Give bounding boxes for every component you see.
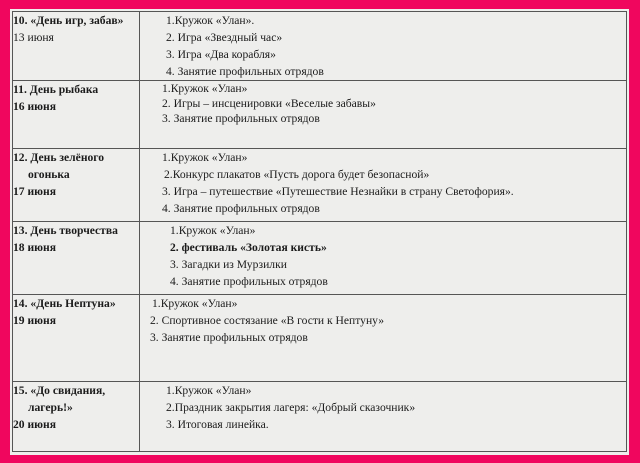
day-cell (13, 12, 140, 81)
activities-cell (140, 81, 627, 149)
day-date: 18 июня (13, 241, 56, 254)
day-date: 16 июня (13, 100, 56, 113)
table-row (13, 12, 627, 81)
day-cell (13, 382, 140, 452)
table-row (13, 295, 627, 382)
day-title: 15. «До свидания, (13, 384, 106, 397)
activity-item: 2. Игра «Звездный час» (166, 31, 283, 44)
day-title: 10. «День игр, забав» (13, 14, 124, 27)
activity-item: 3. Игра «Два корабля» (166, 48, 276, 61)
activity-item: 3. Занятие профильных отрядов (162, 112, 320, 125)
activities-cell (140, 12, 627, 81)
day-cell (13, 149, 140, 222)
day-cell (13, 222, 140, 295)
activities-cell (140, 222, 627, 295)
activity-item: 1.Кружок «Улан» (170, 224, 256, 237)
activity-item: 1.Кружок «Улан» (162, 82, 248, 95)
activity-item: 2.Праздник закрытия лагеря: «Добрый сказочник» (166, 401, 416, 414)
activities-cell (140, 149, 627, 222)
activity-item: 3. Загадки из Мурзилки (170, 258, 287, 271)
day-title-cont: огонька (28, 168, 70, 181)
activity-item: 2. Спортивное состязание «В гости к Нептуну» (150, 314, 385, 327)
day-date: 19 июня (13, 314, 56, 327)
day-title: 12. День зелёного (13, 151, 105, 164)
activity-item: 1.Кружок «Улан» (162, 151, 248, 164)
activity-item: 2.Конкурс плакатов «Пусть дорога будет безопасной» (164, 168, 430, 181)
table-row (13, 81, 627, 149)
activity-item: 4. Занятие профильных отрядов (162, 202, 320, 215)
day-title: 14. «День Нептуна» (13, 297, 116, 310)
day-title: 13. День творчества (13, 224, 118, 237)
day-title-cont: лагерь!» (28, 401, 73, 414)
activity-item: 2. фестиваль «Золотая кисть» (170, 241, 327, 254)
activities-cell (140, 295, 627, 382)
activity-item: 1.Кружок «Улан». (166, 14, 255, 27)
activity-item: 2. Игры – инсценировки «Веселые забавы» (162, 97, 376, 110)
day-date: 13 июня (13, 31, 54, 44)
day-cell (13, 295, 140, 382)
table-row (13, 149, 627, 222)
activity-item: 3. Занятие профильных отрядов (150, 331, 308, 344)
activity-item: 1.Кружок «Улан» (152, 297, 238, 310)
activity-item: 1.Кружок «Улан» (166, 384, 252, 397)
day-date: 17 июня (13, 185, 56, 198)
schedule-sheet (10, 9, 629, 455)
table-row (13, 222, 627, 295)
day-cell (13, 81, 140, 149)
activity-item: 3. Игра – путешествие «Путешествие Незнайки в страну Светофория». (162, 185, 514, 198)
activity-item: 4. Занятие профильных отрядов (170, 275, 328, 288)
day-title: 11. День рыбака (13, 83, 99, 96)
schedule-table (12, 11, 627, 452)
table-row (13, 382, 627, 452)
activity-item: 3. Итоговая линейка. (166, 418, 269, 431)
activity-item: 4. Занятие профильных отрядов (166, 65, 324, 78)
day-date: 20 июня (13, 418, 56, 431)
activities-cell (140, 382, 627, 452)
